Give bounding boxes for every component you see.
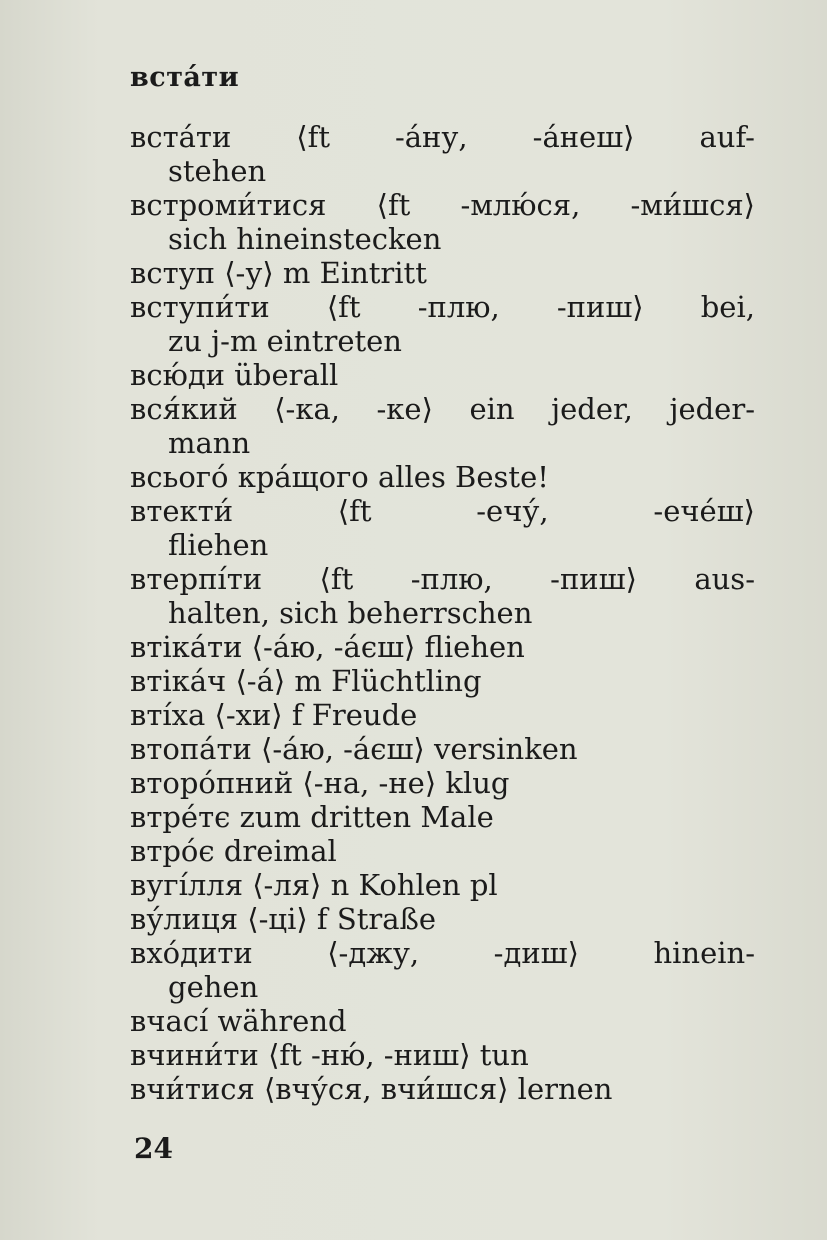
entry-line (130, 120, 755, 154)
dictionary-entry (130, 1038, 755, 1072)
entry-line (130, 494, 755, 528)
entry-continuation-line: mann (168, 426, 251, 460)
entry-word: bei, (700, 290, 755, 324)
dictionary-entry (130, 494, 755, 562)
entry-word: вся́кий (130, 392, 238, 426)
entry-list (130, 120, 755, 1106)
running-head: вста́ти (130, 62, 240, 93)
entry-word: -пиш⟩ (556, 290, 644, 324)
page-number: 24 (134, 1132, 173, 1165)
entry-word: -плю, (417, 290, 500, 324)
entry-line (130, 290, 755, 324)
dictionary-entry (130, 834, 755, 868)
dictionary-entry (130, 766, 755, 800)
entry-line (130, 188, 755, 222)
dictionary-entry (130, 630, 755, 664)
entry-line: вугі́лля ⟨-ля⟩ n Kohlen pl (130, 868, 498, 902)
entry-word: auf- (699, 120, 755, 154)
entry-word: ⟨ft (296, 120, 330, 154)
entry-line: всю́ди überall (130, 358, 339, 392)
entry-line: вступ ⟨-у⟩ m Eintritt (130, 256, 427, 290)
entry-word: встроми́тися (130, 188, 327, 222)
dictionary-entry (130, 256, 755, 290)
dictionary-entry (130, 902, 755, 936)
entry-word: jeder, (551, 392, 633, 426)
entry-word: ⟨ft (319, 562, 354, 596)
entry-word: ⟨-джу, (327, 936, 420, 970)
entry-line: втре́тє zum dritten Male (130, 800, 494, 834)
entry-line: втопа́ти ⟨-а́ю, -а́єш⟩ versinken (130, 732, 578, 766)
entry-word: -ми́шся⟩ (630, 188, 755, 222)
entry-line (130, 392, 755, 426)
entry-word: -а́неш⟩ (532, 120, 635, 154)
entry-word: ⟨ft (376, 188, 411, 222)
dictionary-entry (130, 698, 755, 732)
entry-word: ⟨ft (326, 290, 361, 324)
dictionary-entry (130, 290, 755, 358)
entry-line: вчасі́ während (130, 1004, 347, 1038)
entry-word: -пиш⟩ (550, 562, 637, 596)
dictionary-entry (130, 392, 755, 460)
entry-word: jeder- (669, 392, 755, 426)
dictionary-entry (130, 562, 755, 630)
entry-line: втіка́ти ⟨-а́ю, -а́єш⟩ fliehen (130, 630, 525, 664)
entry-word: -ке⟩ (376, 392, 433, 426)
entry-line: второ́пний ⟨-на, -не⟩ klug (130, 766, 510, 800)
entry-word: -плю, (410, 562, 493, 596)
entry-word: hinein- (653, 936, 755, 970)
dictionary-entry (130, 358, 755, 392)
entry-continuation-line: sich hineinstecken (168, 222, 442, 256)
entry-word: вступи́ти (130, 290, 270, 324)
dictionary-entry (130, 460, 755, 494)
entry-word: -ече́ш⟩ (653, 494, 755, 528)
entry-continuation-line: gehen (168, 970, 259, 1004)
entry-line: ву́лиця ⟨-ці⟩ f Straße (130, 902, 437, 936)
entry-continuation-line: fliehen (168, 528, 269, 562)
entry-line: втіка́ч ⟨-а́⟩ m Flüchtling (130, 664, 482, 698)
entry-word: втерпі́ти (130, 562, 263, 596)
dictionary-entry (130, 1072, 755, 1106)
entry-word: ein (469, 392, 515, 426)
dictionary-entry (130, 120, 755, 188)
entry-word: вста́ти (130, 120, 232, 154)
entry-line (130, 562, 755, 596)
entry-continuation-line: halten, sich beherrschen (168, 596, 533, 630)
entry-continuation-line: stehen (168, 154, 267, 188)
entry-word: -а́ну, (394, 120, 468, 154)
dictionary-entry (130, 664, 755, 698)
entry-word: -ечу́, (476, 494, 549, 528)
entry-word: -диш⟩ (493, 936, 579, 970)
dictionary-entry (130, 732, 755, 766)
entry-word: ⟨-ка, (274, 392, 340, 426)
entry-line: всього́ кра́щого alles Beste! (130, 460, 549, 494)
entry-word: втекти́ (130, 494, 234, 528)
dictionary-entry (130, 936, 755, 1004)
dictionary-entry (130, 188, 755, 256)
entry-continuation-line: zu j-m eintreten (168, 324, 402, 358)
dictionary-entry (130, 1004, 755, 1038)
dictionary-entry (130, 800, 755, 834)
entry-line: вті́ха ⟨-хи⟩ f Freude (130, 698, 418, 732)
entry-word: -млю́ся, (460, 188, 581, 222)
entry-word: ⟨ft (337, 494, 372, 528)
entry-line: вчини́ти ⟨ft -ню́, -ниш⟩ tun (130, 1038, 529, 1072)
entry-word: вхо́дити (130, 936, 253, 970)
entry-line (130, 936, 755, 970)
entry-line: втро́є dreimal (130, 834, 337, 868)
dictionary-entry (130, 868, 755, 902)
entry-word: aus- (694, 562, 755, 596)
entry-line: вчи́тися ⟨вчу́ся, вчи́шся⟩ lernen (130, 1072, 613, 1106)
